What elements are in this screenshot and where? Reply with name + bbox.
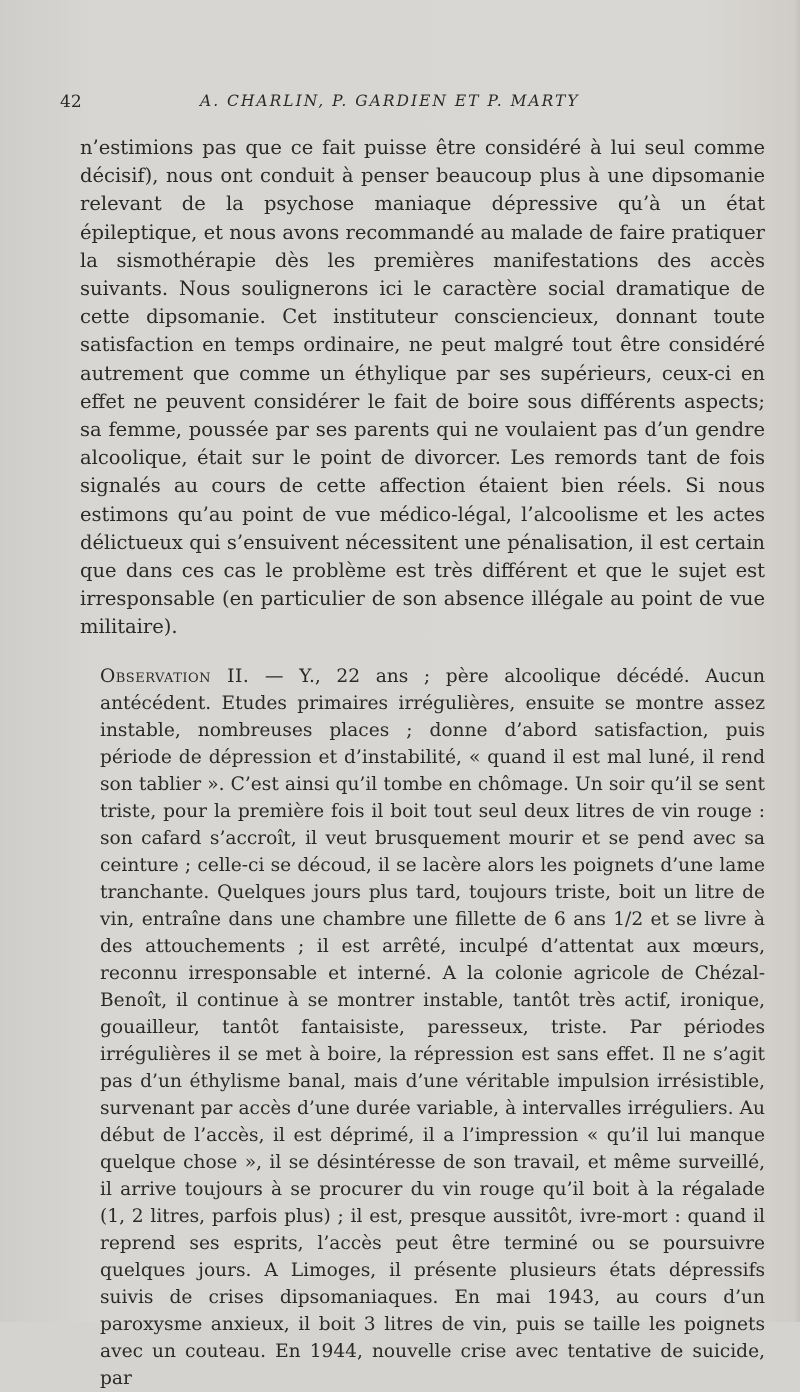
body-text	[80, 134, 765, 1392]
page-number: 42	[60, 92, 82, 112]
page-header	[60, 92, 740, 116]
paragraph-continuation: n’estimions pas que ce fait puisse être considéré à lui seul comme décisif), nous ont conduit à penser beaucoup plus à une dipsomanie relevant de la psychose maniaque dépressive qu’à un état épileptique, et nous avons recommandé au malade de faire pratiquer la sismothérapie dès les premières manifestations des accès suivants. Nous soulignerons ici le caractère social dramatique de cette dipsomanie. Cet instituteur consciencieux, donnant toute satisfaction en temps ordinaire, ne peut malgré tout être considéré autrement que comme un éthylique par ses supérieurs, ceux-ci en effet ne peuvent considérer le fait de boire sous différents aspects; sa femme, poussée par ses parents qui ne voulaient pas d’un gendre alcoolique, était sur le point de divorcer. Les remords tant de fois signalés au cours de cette affection étaient bien réels. Si nous estimons qu’au point de vue médico-légal, l’alcoolisme et les actes délictueux qui s’ensuivent nécessitent une pénalisation, il est certain que dans ces cas le problème est très différent et que le sujet est irresponsable (en particulier de son absence illégale au point de vue militaire).	[80, 136, 765, 639]
page-edge-shadow	[794, 0, 800, 1322]
running-head: A. CHARLIN, P. GARDIEN ET P. MARTY	[200, 92, 580, 110]
observation-label: Observation II.	[100, 665, 250, 687]
observation-text: — Y., 22 ans ; père alcoolique décédé. Aucun antécédent. Etudes primaires irrégulières, ensuite se montre assez instable, nombreuses places ; donne d’abord satisfaction, puis période de dépression et d’instabilité, « quand il est mal luné, il rend son tablier ». C’est ainsi qu’il tombe en chômage. Un soir qu’il se sent triste, pour la première fois il boit tout seul deux litres de vin rouge : son cafard s’accroît, il veut brusquement mourir et se pend avec sa ceinture ; celle-ci se découd, il se lacère alors les poignets d’une lame tranchante. Quelques jours plus tard, toujours triste, boit un litre de vin, entraîne dans une chambre une fillette de 6 ans 1/2 et se livre à des attouchements ; il est arrêté, inculpé d’attentat aux mœurs, reconnu irresponsable et interné. A la colonie agricole de Chézal-Benoît, il continue à se montrer instable, tantôt très actif, ironique, gouailleur, tantôt fantaisiste, paresseux, triste. Par périodes irrégulières il se met à boire, la répression est sans effet. Il ne s’agit pas d’un éthylisme banal, mais d’une véritable impulsion irrésistible, survenant par accès d’une durée variable, à intervalles irréguliers. Au début de l’accès, il est déprimé, il a l’impression « qu’il lui manque quelque chose », il se désintéresse de son travail, et même surveillé, il arrive toujours à se procurer du vin rouge qu’il boit à la régalade (1, 2 litres, parfois plus) ; il est, presque aussitôt, ivre-mort : quand il reprend ses esprits, l’accès peut être terminé ou se poursuivre quelques jours. A Limoges, il présente plusieurs états dépressifs suivis de crises dipsomaniaques. En mai 1943, au cours d’un paroxysme anxieux, il boit 3 litres de vin, puis se taille les poignets avec un couteau. En 1944, nouvelle crise avec tentative de suicide, par	[100, 665, 765, 1389]
paragraph-observation-ii	[80, 663, 765, 1392]
